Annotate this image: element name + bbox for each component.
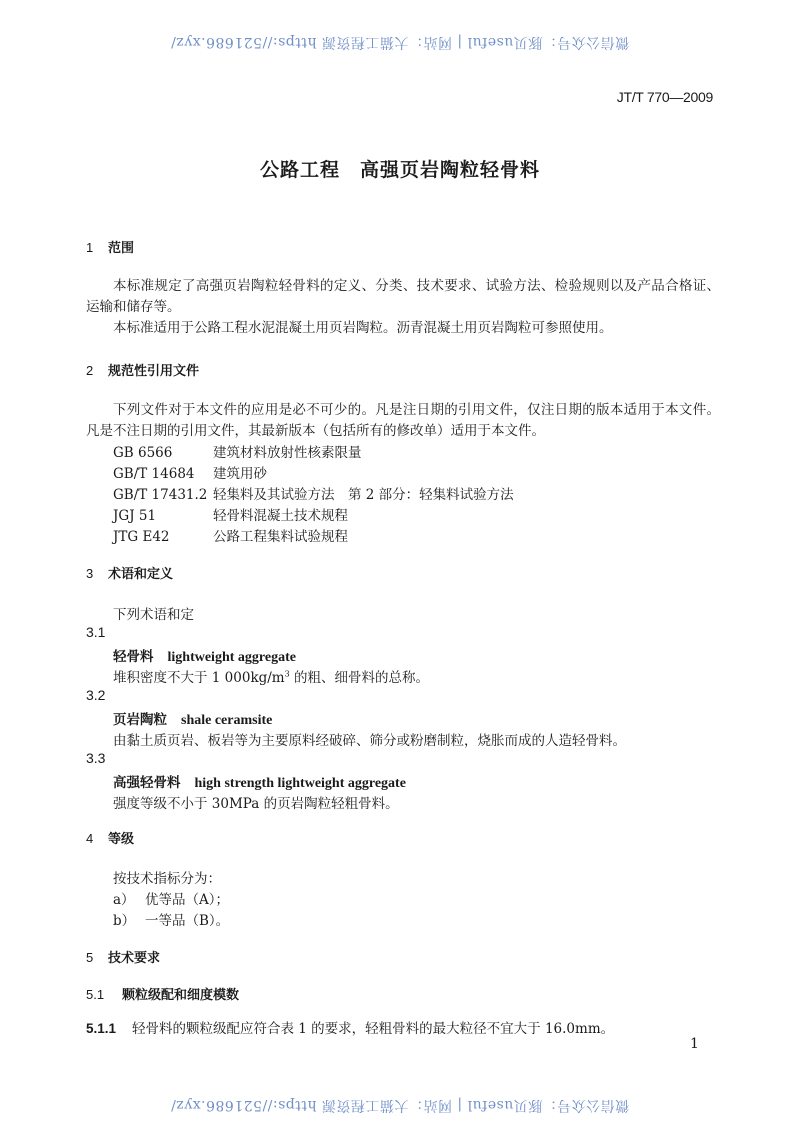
reference-code: GB/T 14684 — [113, 466, 195, 482]
reference-item — [113, 462, 267, 482]
reference-item — [113, 504, 348, 524]
reference-item — [113, 441, 362, 461]
term-definition: 由黏土质页岩、板岩等为主要原料经破碎、筛分或粉磨制粒，烧胀而成的人造轻骨料。 — [113, 733, 626, 749]
reference-title: 建筑用砂 — [213, 466, 267, 482]
paragraph: 按技术指标分为： — [113, 871, 221, 887]
section-number: 5 — [86, 950, 94, 965]
list-marker: a） — [113, 892, 135, 908]
term-zh: 页岩陶粒 — [113, 712, 167, 728]
list-item — [113, 909, 229, 929]
section-3-heading — [86, 563, 173, 582]
term-zh: 轻骨料 — [113, 649, 154, 665]
section-number: 3 — [86, 566, 94, 581]
clause — [86, 1017, 614, 1037]
subsection-title: 颗粒级配和细度模数 — [122, 988, 240, 1003]
definition-text: 堆积密度不大于 1 000kg/m — [113, 670, 285, 686]
term-definition — [113, 666, 429, 686]
clause-text: 轻骨料的颗粒级配应符合表 1 的要求，轻粗骨料的最大粒径不宜大于 16.0mm。 — [132, 1021, 615, 1037]
reference-title: 轻集料及其试验方法 第 2 部分：轻集料试验方法 — [213, 487, 514, 503]
section-5-heading — [86, 947, 160, 966]
definition-text: 的粗、细骨料的总称。 — [289, 670, 430, 686]
section-title: 规范性引用文件 — [108, 364, 200, 379]
section-title: 术语和定义 — [108, 567, 174, 582]
reference-item — [113, 483, 514, 503]
clause-number: 5.1.1 — [86, 1021, 117, 1036]
watermark-top: 微信公众号：豚贝useful | 网站：大猫工程资源 https://521686.xyz/ — [170, 34, 630, 50]
term-number: 3.1 — [86, 624, 106, 640]
document-title: 公路工程 高强页岩陶粒轻骨料 — [259, 159, 540, 181]
term-en: high strength lightweight aggregate — [194, 776, 406, 791]
subsection-heading — [86, 984, 239, 1003]
term-heading — [113, 645, 296, 666]
list-marker: b） — [113, 913, 136, 929]
section-number: 2 — [86, 363, 94, 378]
term-en: lightweight aggregate — [167, 650, 296, 665]
section-title: 范围 — [108, 241, 135, 256]
section-1-heading — [86, 237, 134, 256]
paragraph: 本标准适用于公路工程水泥混凝土用页岩陶粒。沥青混凝土用页岩陶粒可参照使用。 — [113, 320, 613, 336]
standard-code: JT/T 770—2009 — [616, 89, 713, 105]
reference-code: JGJ 51 — [113, 508, 157, 524]
section-number: 1 — [86, 240, 94, 255]
reference-title: 建筑材料放射性核素限量 — [213, 445, 362, 461]
section-title: 等级 — [108, 832, 135, 847]
list-item — [113, 888, 229, 908]
subsection-number: 5.1 — [86, 987, 105, 1002]
section-number: 4 — [86, 831, 94, 846]
paragraph: 下列文件对于本文件的应用是必不可少的。凡是注日期的引用文件，仅注日期的版本适用于本文件。凡是不注日期的引用文件，其最新版本（包括所有的修改单）适用于本文件。 — [86, 402, 720, 439]
reference-code: JTG E42 — [113, 529, 170, 545]
term-zh: 高强轻骨料 — [113, 775, 181, 791]
page-number: 1 — [690, 1036, 699, 1052]
term-number: 3.2 — [86, 687, 106, 703]
list-text: 优等品（A）； — [145, 892, 229, 908]
reference-code: GB/T 17431.2 — [113, 487, 208, 503]
term-heading — [113, 771, 406, 792]
paragraph: 本标准规定了高强页岩陶粒轻骨料的定义、分类、技术要求、试验方法、检验规则以及产品合格证、运输和储存等。 — [86, 278, 720, 315]
section-4-heading — [86, 828, 134, 847]
term-heading — [113, 708, 272, 729]
watermark-bottom: 微信公众号：豚贝useful | 网站：大猫工程资源 https://521686.xyz/ — [170, 1097, 630, 1113]
term-definition: 强度等级不小于 30MPa 的页岩陶粒轻粗骨料。 — [113, 796, 399, 812]
section-title: 技术要求 — [108, 951, 161, 966]
reference-title: 公路工程集料试验规程 — [213, 529, 348, 545]
term-en: shale ceramsite — [181, 713, 273, 728]
reference-code: GB 6566 — [113, 445, 173, 461]
reference-item — [113, 525, 348, 545]
superscript: 3 — [284, 669, 290, 679]
section-2-heading — [86, 360, 199, 379]
reference-title: 轻骨料混凝土技术规程 — [213, 508, 348, 524]
list-text: 一等品（B）。 — [145, 913, 230, 929]
paragraph: 下列术语和定 — [113, 607, 194, 623]
term-number: 3.3 — [86, 750, 106, 766]
